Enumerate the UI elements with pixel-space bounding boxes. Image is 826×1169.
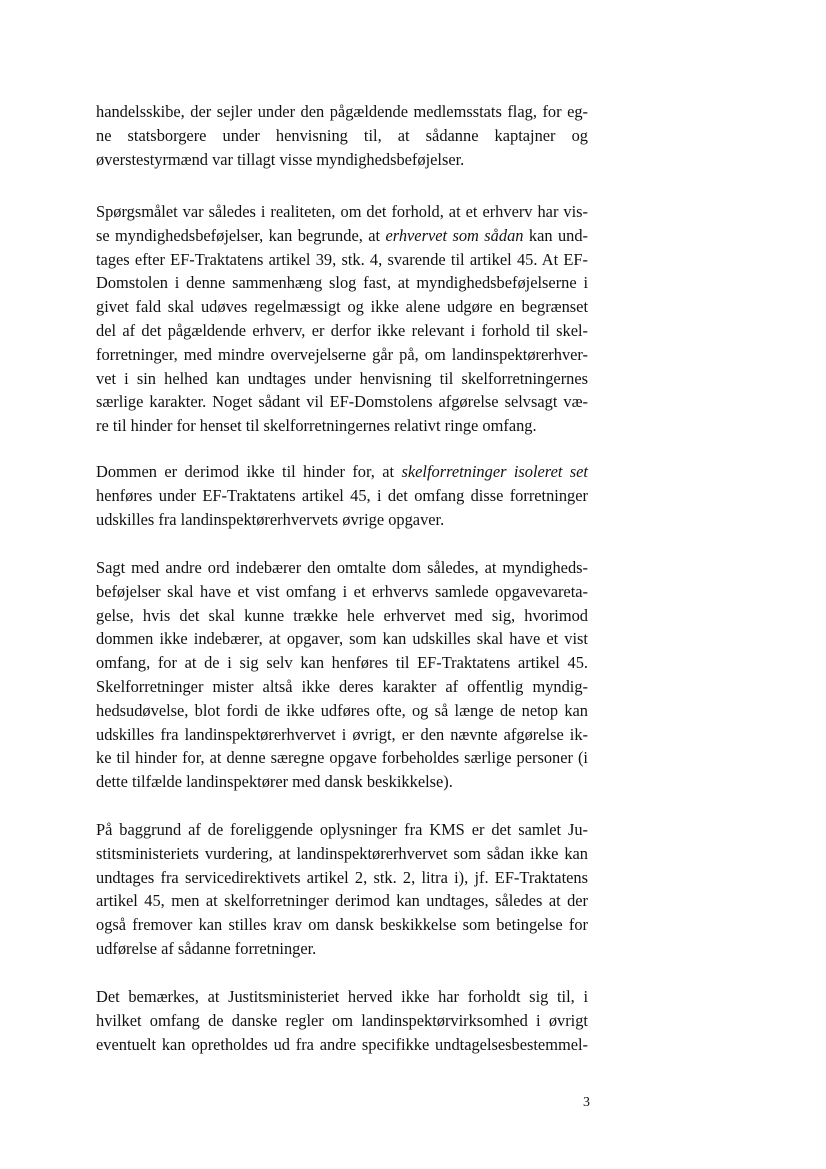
page-number: 3 [583,1095,590,1110]
text-line: ne statsborgere under henvisning til, at sådanne kaptajner og [96,125,588,145]
text-line: hedsudøvelse, blot fordi de ikke udføres ofte, og så længe de netop kan [96,700,588,720]
text-line: handelsskibe, der sejler under den pågældende medlemsstats flag, for eg- [96,102,588,121]
text-line: eventuelt kan opretholdes ud fra andre specifikke undtagelsesbestemmel- [96,1034,588,1054]
emphasis-erhvervet-som-saadan: erhvervet som sådan [385,225,524,245]
paragraph-4 [96,556,588,794]
text-line: Spørgsmålet var således i realiteten, om det forhold, at et erhverv har vis- [96,202,588,221]
text-line: hvilket omfang de danske regler om landinspektørvirksomhed i øvrigt [96,1010,588,1030]
text-line: På baggrund af de foreliggende oplysninger fra KMS er det samlet Ju- [96,820,588,839]
text-line: henføres under EF-Traktatens artikel 45, i det omfang disse forretninger [96,485,588,505]
text-line: øverstestyrmænd var tillagt visse myndighedsbeføjelser. [96,149,465,169]
text-line: dommen ikke indebærer, at opgaver, som kan udskilles skal have et vist [96,629,588,649]
paragraph-6 [96,985,588,1056]
text-line: artikel 45, men at skelforretninger derimod kan undtages, således at der [96,891,588,911]
text-line: stitsministeriets vurdering, at landinspektørerhvervet som sådan ikke kan [96,843,588,863]
text-line: beføjelser skal have et vist omfang i et erhvervs samlede opgavevareta- [96,581,588,601]
text-line: udskilles fra landinspektørerhvervet i øvrigt, er den nævnte afgørelse ik- [96,724,588,744]
text-line: omfang, for at de i sig selv kan henføres til EF-Traktatens artikel 45. [96,653,588,673]
text-line: givet fald skal udøves regelmæssigt og ikke alene udgøre en begrænset [96,297,588,317]
text-line: forretninger, med mindre overvejelserne går på, om landinspektørerhver- [96,344,588,364]
emphasis-skelforretninger-isoleret-set: skelforretninger isoleret set [401,462,588,481]
text-line: del af det pågældende erhverv, er derfor ikke relevant i forhold til skel- [96,320,588,340]
paragraph-3 [96,460,588,531]
paragraph-2 [96,200,588,438]
text-line: særlige karakter. Noget sådant vil EF-Domstolens afgørelse selvsagt væ- [96,392,588,412]
text-segment: Dommen er derimod ikke til hinder for, at [96,462,395,481]
text-line: Sagt med andre ord indebærer den omtalte dom således, at myndigheds- [96,558,588,577]
text-line: Det bemærkes, at Justitsministeriet herved ikke har forholdt sig til, i [96,987,588,1006]
text-line: vet i sin helhed kan undtages under henvisning til skelforretningernes [96,368,588,388]
text-line: re til hinder for henset til skelforretningernes relativt ringe omfang. [96,416,537,436]
text-segment: se myndighedsbeføjelser, kan begrunde, at [96,225,381,245]
text-line: Skelforretninger mister altså ikke deres karakter af offentlig myndig- [96,676,588,696]
text-line: gelse, hvis det skal kunne trække hele erhvervet med sig, hvorimod [96,605,588,625]
text-line: udskilles fra landinspektørerhvervets øvrige opgaver. [96,509,445,529]
text-line: ke til hinder for, at denne særegne opgave forbeholdes særlige personer (i [96,748,588,768]
text-line: undtages fra servicedirektivets artikel 2, stk. 2, litra i), jf. EF-Traktatens [96,867,588,887]
text-line: også fremover kan stilles krav om dansk beskikkelse som betingelse for [96,915,588,935]
paragraph-1 [96,100,588,171]
text-line: Domstolen i denne sammenhæng slog fast, at myndighedsbeføjelserne i [96,273,588,293]
text-line-with-emphasis [96,224,588,248]
text-line: tages efter EF-Traktatens artikel 39, stk. 4, svarende til artikel 45. At EF- [96,249,588,269]
paragraph-5 [96,818,588,961]
text-line: dette tilfælde landinspektører med dansk beskikkelse). [96,772,453,792]
text-line-with-emphasis [96,460,588,484]
text-segment: kan und- [528,225,589,245]
text-line: udførelse af sådanne forretninger. [96,938,317,958]
